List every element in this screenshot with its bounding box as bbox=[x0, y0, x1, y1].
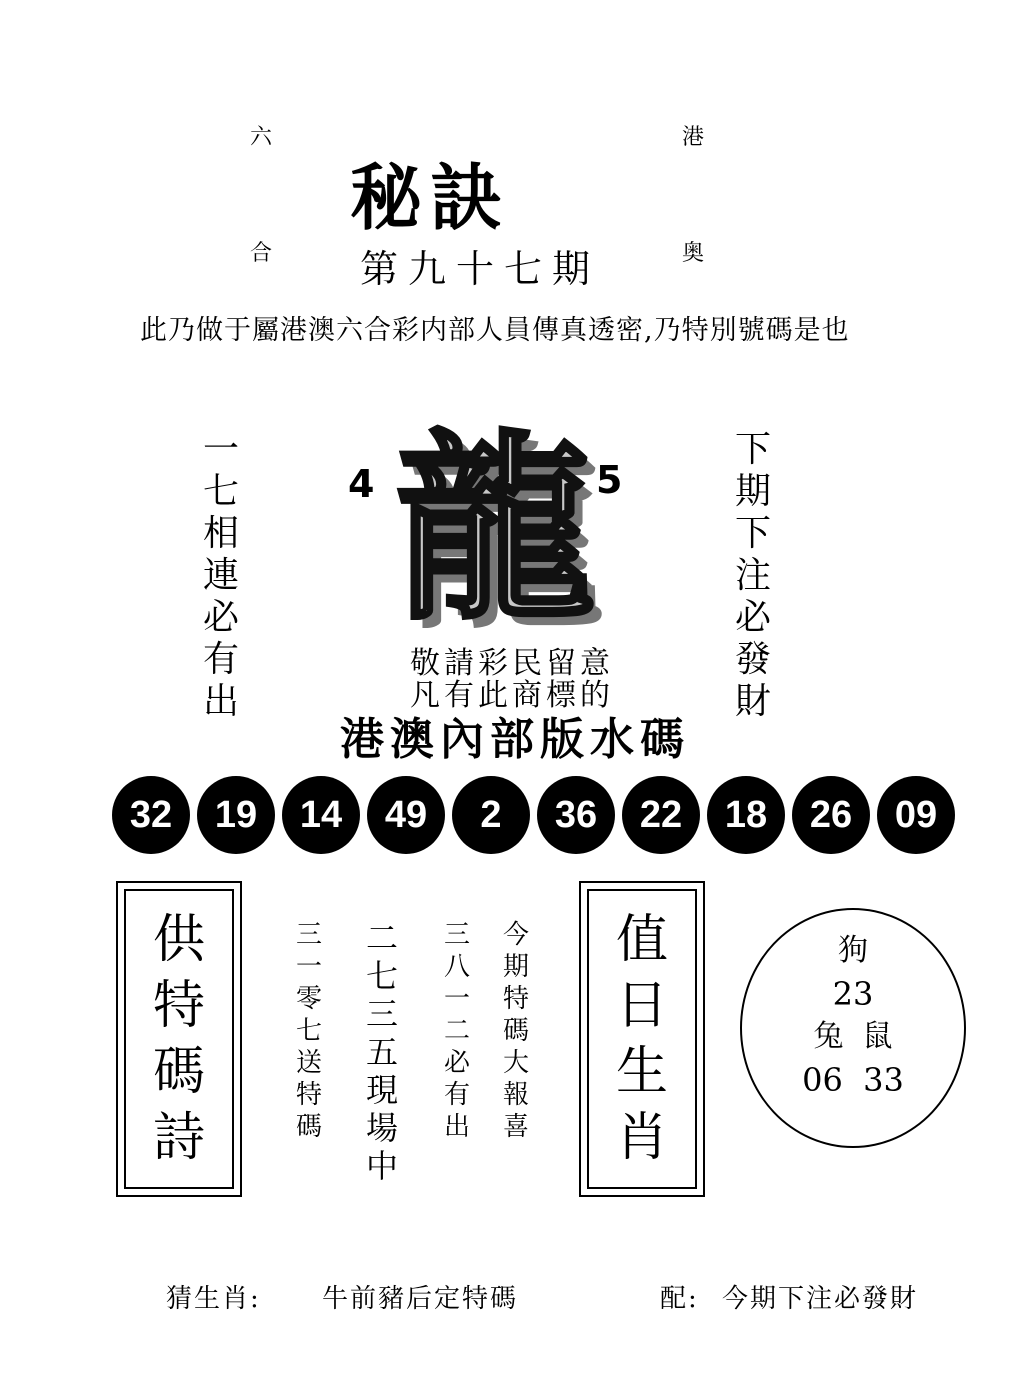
number-ball: 14 bbox=[282, 776, 360, 854]
poem-char: 特 bbox=[503, 984, 530, 1014]
notice-line: 敬請彩民留意 bbox=[410, 646, 614, 681]
poem-char: 有 bbox=[444, 1080, 471, 1110]
number-ball: 19 bbox=[197, 776, 275, 854]
poem-char: 特 bbox=[296, 1080, 323, 1110]
poem-label-char: 碼 bbox=[152, 1042, 205, 1102]
logo-number-right: 5 bbox=[596, 458, 623, 502]
right-vertical-char: 下 bbox=[735, 429, 772, 470]
right-vertical-char: 財 bbox=[735, 681, 772, 722]
poem-char: 五 bbox=[366, 1033, 399, 1071]
left-vertical-char: 有 bbox=[203, 639, 240, 680]
number-ball: 49 bbox=[367, 776, 445, 854]
poem-char: 今 bbox=[503, 920, 530, 950]
poem-char: 送 bbox=[296, 1048, 323, 1078]
poem-char: 碼 bbox=[296, 1112, 323, 1142]
poem-column bbox=[444, 922, 470, 1140]
number-ball: 32 bbox=[112, 776, 190, 854]
left-vertical-text bbox=[203, 429, 240, 722]
right-vertical-char: 下 bbox=[735, 513, 772, 554]
poem-char: 三 bbox=[296, 920, 323, 950]
poem-label-char: 特 bbox=[152, 976, 205, 1036]
guess-text: 牛前豬后定特碼 bbox=[322, 1284, 519, 1314]
left-vertical-char: 一 bbox=[203, 429, 240, 470]
left-vertical-char: 必 bbox=[203, 597, 240, 638]
poem-char: 碼 bbox=[503, 1016, 530, 1046]
banner-title: 港澳內部版水碼 bbox=[340, 714, 690, 765]
poem-label-box bbox=[116, 881, 242, 1197]
poem-char: 二 bbox=[366, 919, 399, 957]
poem-char: 三 bbox=[444, 920, 471, 950]
poem-char: 零 bbox=[296, 984, 323, 1014]
corner-mid-right: 奥 bbox=[682, 241, 705, 266]
dragon-logo: 龍 bbox=[395, 412, 596, 647]
zodiac-label-char: 生 bbox=[615, 1042, 668, 1102]
zodiac-circle bbox=[740, 908, 966, 1148]
number-ball: 18 bbox=[707, 776, 785, 854]
poem-char: 中 bbox=[366, 1147, 399, 1185]
left-vertical-char: 連 bbox=[203, 555, 240, 596]
zodiac-names: 兔 鼠 bbox=[813, 1019, 893, 1054]
issue-number: 第九十七期 bbox=[360, 247, 601, 291]
number-ball: 2 bbox=[452, 776, 530, 854]
poem-char: 現 bbox=[366, 1071, 399, 1109]
left-vertical-char: 出 bbox=[203, 681, 240, 722]
corner-mid-left: 合 bbox=[250, 241, 273, 266]
zodiac-numbers: 06 33 bbox=[802, 1061, 904, 1099]
left-vertical-char: 七 bbox=[203, 471, 240, 512]
poem-char: 大 bbox=[503, 1048, 530, 1078]
page-title: 秘訣 bbox=[350, 155, 511, 240]
guess-label: 猜生肖: bbox=[166, 1284, 261, 1314]
poem-char: 必 bbox=[444, 1048, 471, 1078]
poem-char: 場 bbox=[366, 1109, 399, 1147]
number-ball: 09 bbox=[877, 776, 955, 854]
number-ball: 26 bbox=[792, 776, 870, 854]
poem-char: 喜 bbox=[503, 1112, 530, 1142]
number-ball: 36 bbox=[537, 776, 615, 854]
poem-char: 二 bbox=[444, 1016, 471, 1046]
poem-label-char: 詩 bbox=[152, 1108, 205, 1168]
poem-char: 一 bbox=[444, 984, 471, 1014]
right-vertical-char: 注 bbox=[735, 555, 772, 596]
poem-column bbox=[296, 922, 322, 1140]
number-ball: 22 bbox=[622, 776, 700, 854]
zodiac-top-name: 狗 bbox=[838, 933, 868, 968]
number-balls bbox=[112, 776, 955, 854]
zodiac-label-char: 值 bbox=[615, 910, 668, 970]
poem-label-char: 供 bbox=[152, 910, 205, 970]
poem-char: 三 bbox=[366, 995, 399, 1033]
poem-column bbox=[366, 919, 399, 1185]
right-vertical-char: 期 bbox=[735, 471, 772, 512]
left-vertical-char: 相 bbox=[203, 513, 240, 554]
zodiac-top-number: 23 bbox=[832, 975, 874, 1013]
poem-char: 一 bbox=[296, 952, 323, 982]
corner-top-right: 港 bbox=[682, 125, 705, 150]
poem-char: 期 bbox=[503, 952, 530, 982]
poem-char: 八 bbox=[444, 952, 471, 982]
zodiac-label-char: 日 bbox=[615, 976, 668, 1036]
intro-text: 此乃做于屬港澳六合彩内部人員傳真透密,乃特別號碼是也 bbox=[140, 315, 850, 346]
notice-line: 凡有此商標的 bbox=[410, 678, 614, 713]
poem-char: 報 bbox=[503, 1080, 530, 1110]
match-text: 今期下注必發財 bbox=[722, 1284, 919, 1314]
right-vertical-char: 必 bbox=[735, 597, 772, 638]
poem-char: 出 bbox=[444, 1112, 471, 1142]
right-vertical-char: 發 bbox=[735, 639, 772, 680]
corner-top-left: 六 bbox=[250, 125, 273, 150]
zodiac-label-char: 肖 bbox=[615, 1108, 668, 1168]
logo-number-left: 4 bbox=[348, 462, 375, 506]
poem-column bbox=[503, 922, 529, 1140]
poem-char: 七 bbox=[366, 957, 399, 995]
match-label: 配: bbox=[660, 1284, 699, 1314]
zodiac-label-box bbox=[579, 881, 705, 1197]
right-vertical-text bbox=[735, 429, 772, 722]
poem-char: 七 bbox=[296, 1016, 323, 1046]
